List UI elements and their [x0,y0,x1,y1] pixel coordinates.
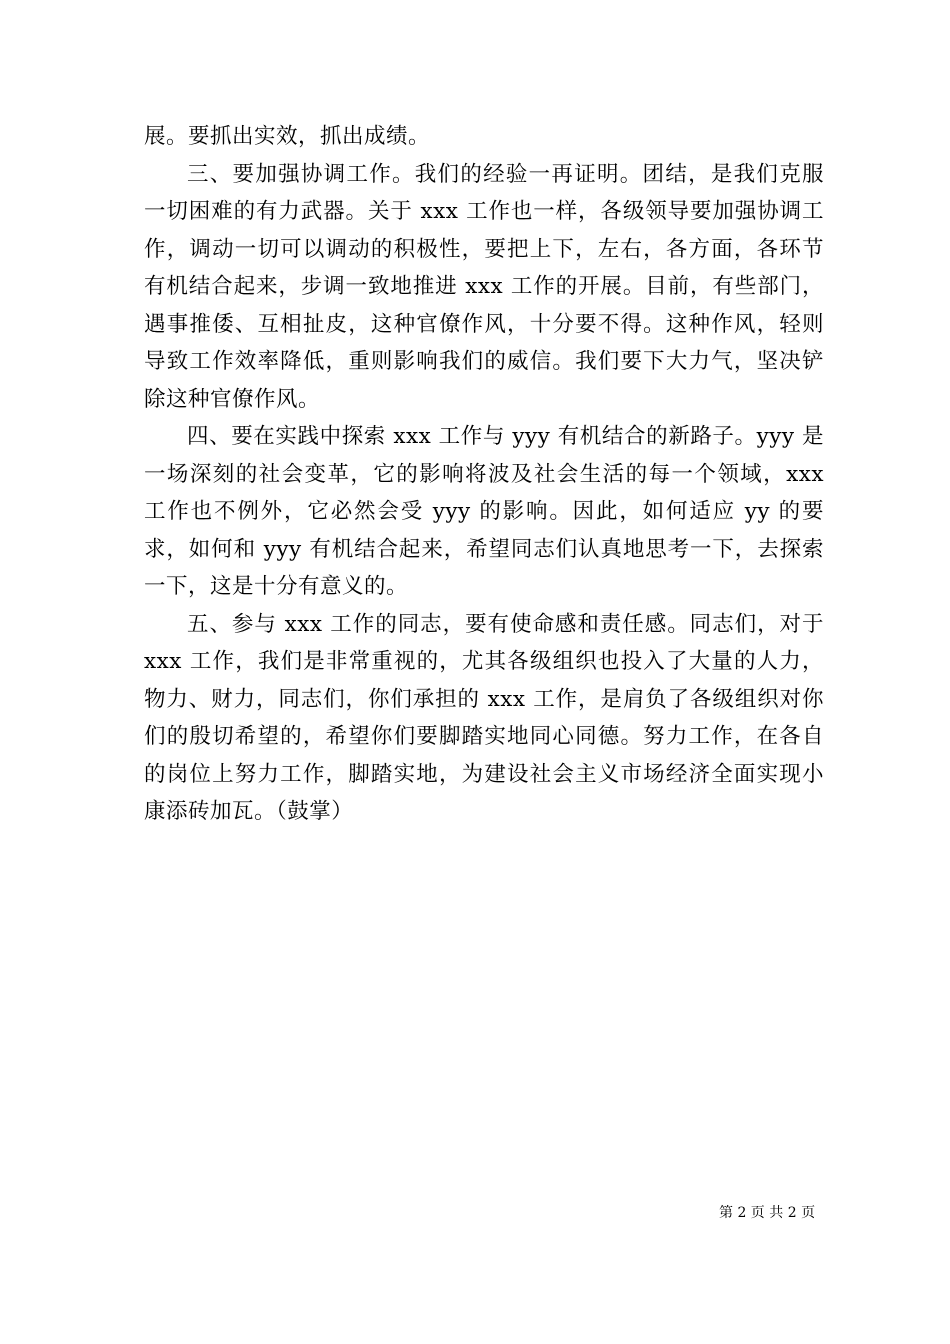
paragraph-section-4: 四、要在实践中探索 xxx 工作与 yyy 有机结合的新路子。yyy 是一场深刻的社会变革，它的影响将波及社会生活的每一个领域，xxx 工作也不例外，它必然会受 yyy 的影响。因此，如何适应 yy 的要求，如何和 yyy 有机结合起来，希望同志们认真地思考一下，去探索一下，这是十分有意义的。 [144,424,824,599]
paragraph-continuation: 展。要抓出实效，抓出成绩。 [144,124,431,149]
body-text [144,118,824,831]
page-number-footer: 第 2 页 共 2 页 [719,1205,816,1221]
paragraph-section-3: 三、要加强协调工作。我们的经验一再证明。团结，是我们克服一切困难的有力武器。关于 xxx 工作也一样，各级领导要加强协调工作，调动一切可以调动的积极性，要把上下，左右，各方面，各环节有机结合起来，步调一致地推进 xxx 工作的开展。目前，有些部门，遇事推倭、互相扯皮，这种官僚作风，十分要不得。这种作风，轻则导致工作效率降低，重则影响我们的威信。我们要下大力气，坚决铲除这种官僚作风。 [144,161,824,412]
paragraph-section-5: 五、参与 xxx 工作的同志，要有使命感和责任感。同志们，对于 xxx 工作，我们是非常重视的，尤其各级组织也投入了大量的人力，物力、财力，同志们，你们承担的 xxx 工作，是肩负了各级组织对你们的殷切希望的，希望你们要脚踏实地同心同德。努力工作，在各自的岗位上努力工作，脚踏实地，为建设社会主义市场经济全面实现小康添砖加瓦。（鼓掌） [144,611,824,824]
